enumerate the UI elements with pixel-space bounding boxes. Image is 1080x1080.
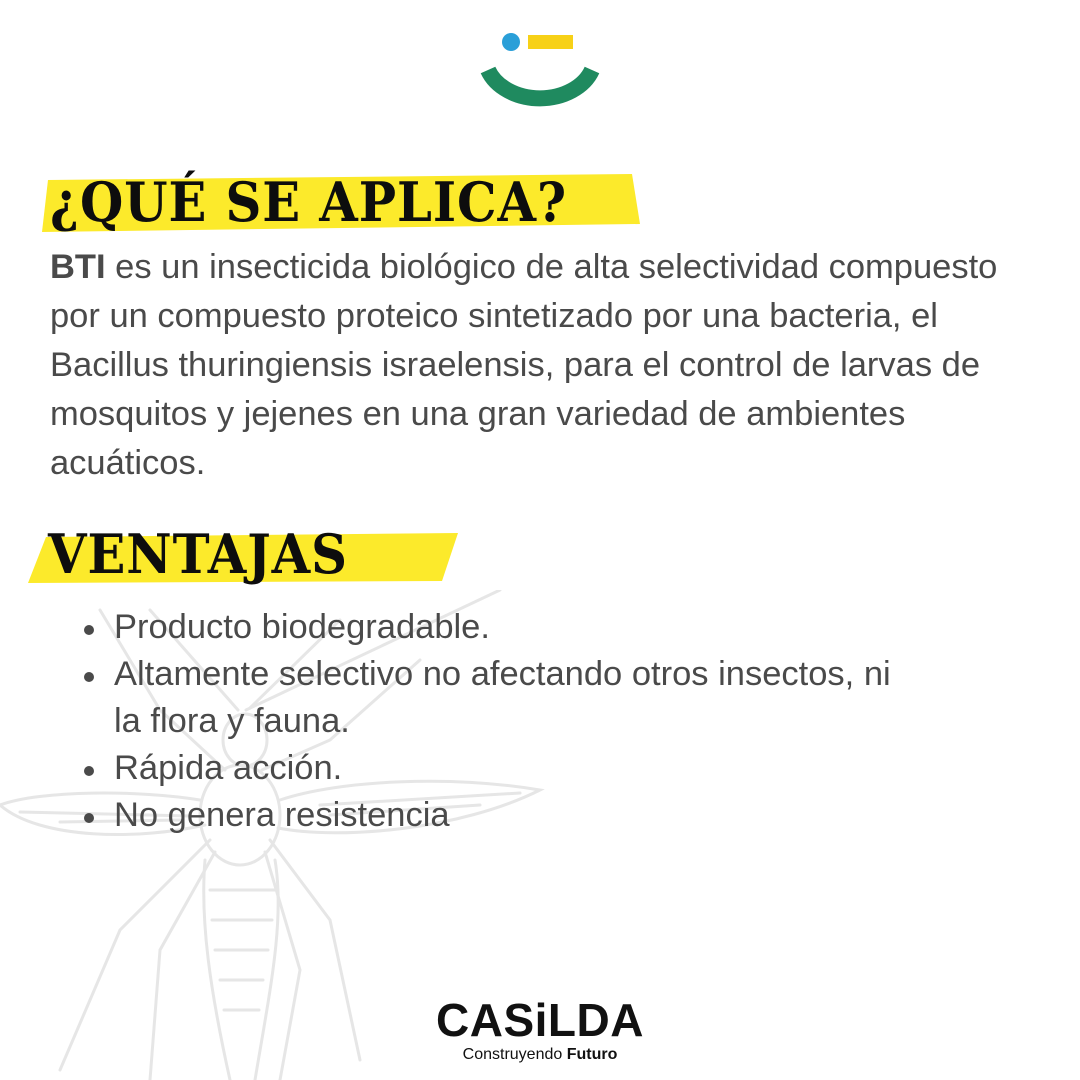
list-item: Altamente selectivo no afectando otros insectos, ni la flora y fauna. (84, 651, 904, 745)
section-title-benefits: VENTAJAS (48, 522, 348, 586)
smiley-logo-icon (480, 28, 600, 113)
brand-logo (420, 995, 660, 1065)
bullet-icon (84, 625, 94, 635)
bullet-icon (84, 766, 94, 776)
bullet-icon (84, 672, 94, 682)
brand-name: CASiLDA (436, 994, 644, 1046)
list-item: Producto biodegradable. (84, 604, 904, 651)
benefits-list (84, 604, 904, 839)
bullet-icon (84, 813, 94, 823)
section-title-what: ¿QUÉ SE APLICA? (50, 170, 567, 234)
brand-tagline: Construyendo Futuro (462, 1046, 618, 1063)
list-item: Rápida acción. (84, 745, 904, 792)
description-text: es un insecticida biológico de alta selectividad compuesto por un compuesto proteico sintetizado por una bacteria, el Bacillus thuringiensis israelensis, para el control de larvas de mosquitos y jejenes en una gran variedad de ambientes acuáticos. (50, 248, 998, 482)
product-name: BTI (50, 248, 106, 286)
list-item: No genera resistencia (84, 792, 904, 839)
description-paragraph (50, 243, 1050, 488)
